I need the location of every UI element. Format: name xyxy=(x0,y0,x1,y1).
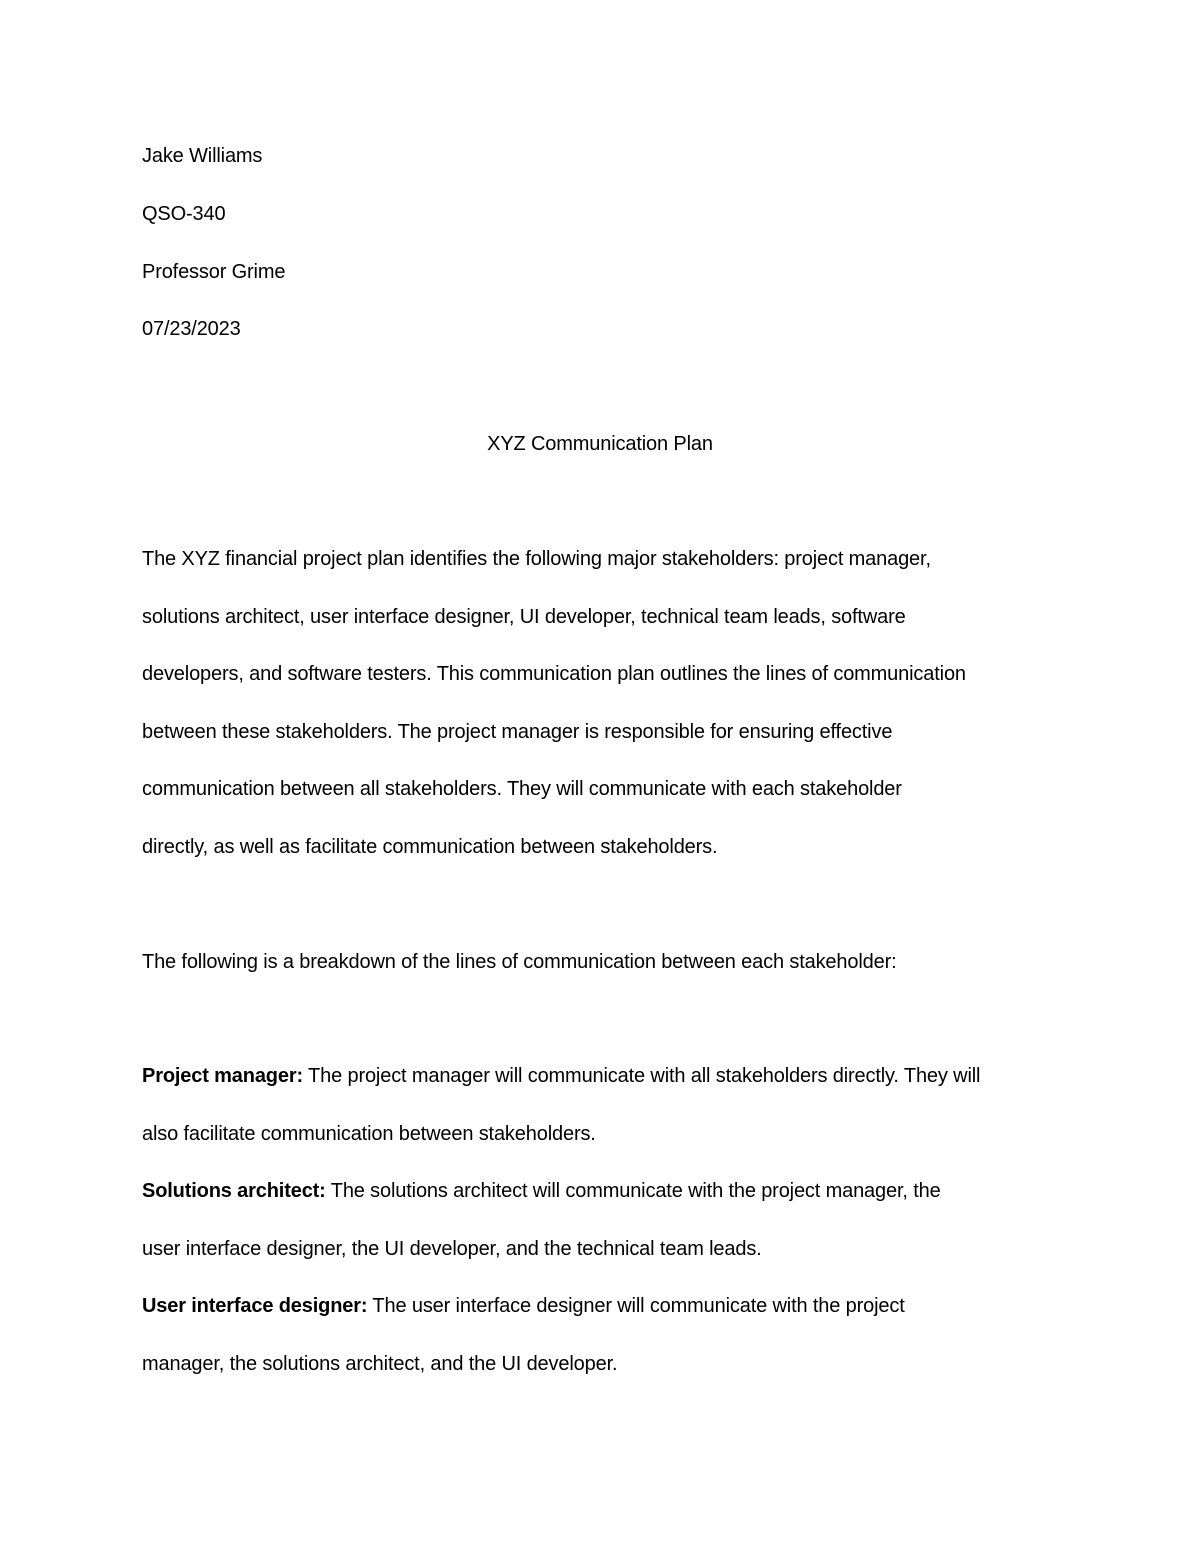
stakeholder-entry-project-manager xyxy=(142,1064,980,1088)
stakeholder-description: The solutions architect will communicate with the project manager, the xyxy=(325,1180,941,1202)
professor-name: Professor Grime xyxy=(142,261,286,283)
document-date: 07/23/2023 xyxy=(142,318,241,340)
stakeholder-description: The user interface designer will communicate with the project xyxy=(367,1295,905,1317)
stakeholder-description-continued: manager, the solutions architect, and the UI developer. xyxy=(142,1353,618,1375)
stakeholder-description-continued: also facilitate communication between stakeholders. xyxy=(142,1123,596,1145)
breakdown-intro: The following is a breakdown of the lines of communication between each stakeholder: xyxy=(142,951,897,973)
intro-line: solutions architect, user interface designer, UI developer, technical team leads, software xyxy=(142,606,906,628)
stakeholder-entry-solutions-architect xyxy=(142,1179,941,1203)
stakeholder-label: User interface designer: xyxy=(142,1295,368,1317)
document-title: XYZ Communication Plan xyxy=(487,433,713,455)
course-code: QSO-340 xyxy=(142,203,226,225)
intro-line: developers, and software testers. This communication plan outlines the lines of communication xyxy=(142,663,966,685)
stakeholder-description-continued: user interface designer, the UI developer, and the technical team leads. xyxy=(142,1238,762,1260)
stakeholder-label: Project manager: xyxy=(142,1065,303,1087)
intro-line: between these stakeholders. The project manager is responsible for ensuring effective xyxy=(142,721,893,743)
intro-line: The XYZ financial project plan identifies the following major stakeholders: project manager, xyxy=(142,548,931,570)
stakeholder-description: The project manager will communicate with all stakeholders directly. They will xyxy=(303,1065,981,1087)
intro-line: communication between all stakeholders. They will communicate with each stakeholder xyxy=(142,778,902,800)
stakeholder-entry-user-interface-designer xyxy=(142,1294,905,1318)
author-name: Jake Williams xyxy=(142,145,263,167)
stakeholder-label: Solutions architect: xyxy=(142,1180,326,1202)
intro-line: directly, as well as facilitate communication between stakeholders. xyxy=(142,836,718,858)
